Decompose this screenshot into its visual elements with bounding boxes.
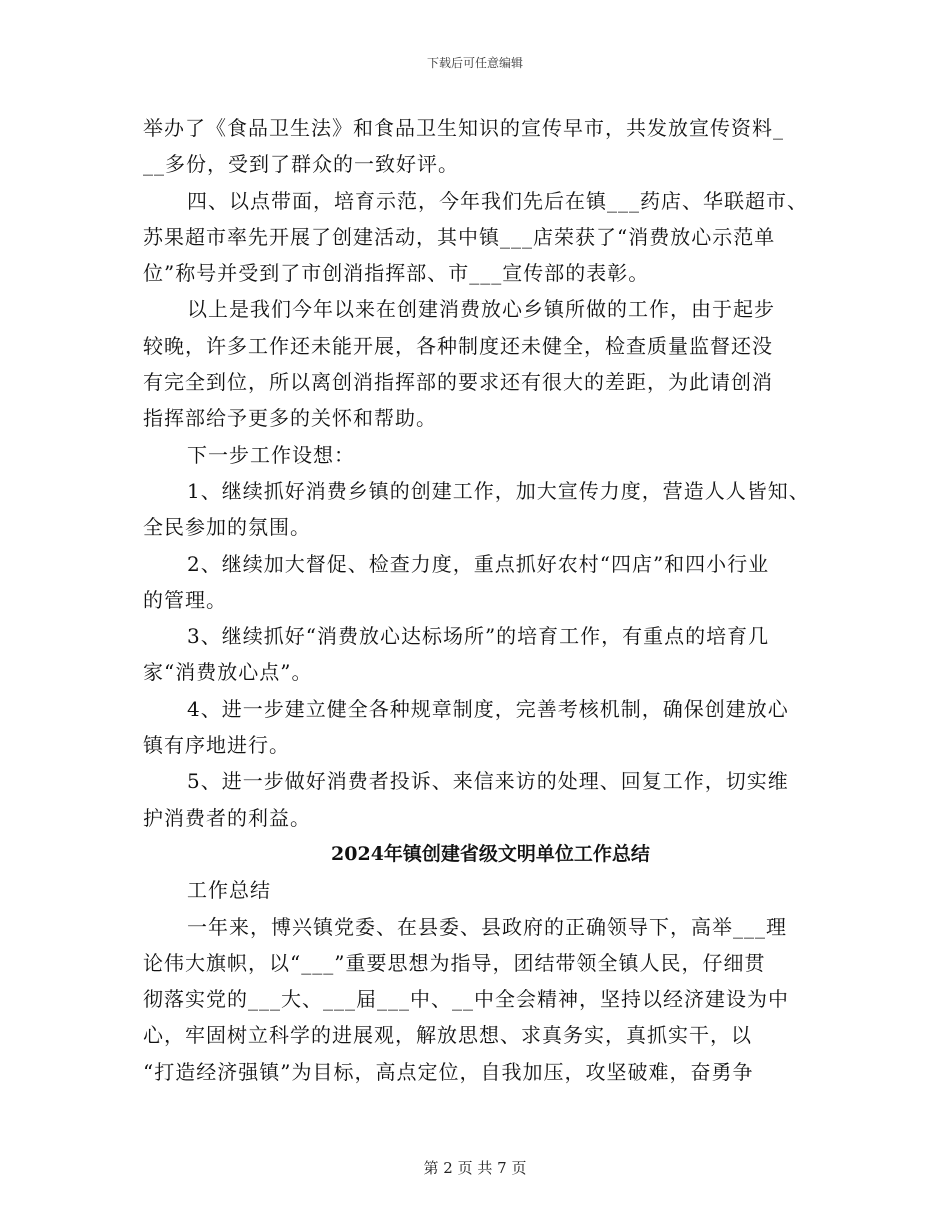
text-line: 的管理。 bbox=[143, 587, 227, 612]
text-line: 以上是我们今年以来在创建消费放心乡镇所做的工作，由于起步 bbox=[187, 297, 775, 322]
text-line: 指挥部给予更多的关怀和帮助。 bbox=[143, 406, 437, 431]
document-body bbox=[143, 110, 818, 1090]
text-line: 彻落实党的___大、___届___中、__中全会精神，坚持以经济建设为中 bbox=[143, 987, 789, 1012]
text-line: 工作总结 bbox=[187, 878, 271, 903]
text-line: 家“消费放心点”。 bbox=[143, 660, 313, 685]
text-line: 较晚，许多工作还未能开展，各种制度还未健全，检查质量监督还没 bbox=[143, 333, 773, 358]
text-line: 2、继续加大督促、检查力度，重点抓好农村“四店”和四小行业 bbox=[187, 551, 770, 576]
text-line: 一年来，博兴镇党委、在县委、县政府的正确领导下，高举___理 bbox=[187, 914, 787, 939]
text-line: 苏果超市率先开展了创建活动，其中镇___店荣获了“消费放心示范单 bbox=[143, 224, 776, 249]
text-line: 镇有序地进行。 bbox=[143, 733, 290, 758]
page-number-footer: 第 2 页 共 7 页 bbox=[423, 1159, 527, 1177]
text-line: 举办了《食品卫生法》和食品卫生知识的宣传早市，共发放宣传资料_ bbox=[143, 116, 784, 140]
text-line: 护消费者的利益。 bbox=[143, 805, 311, 830]
text-line: 1、继续抓好消费乡镇的创建工作，加大宣传力度，营造人人皆知、 bbox=[187, 478, 810, 503]
page-header: 下载后可任意编辑 bbox=[426, 56, 523, 70]
text-line: 3、继续抓好“消费放心达标场所”的培育工作，有重点的培育几 bbox=[187, 624, 770, 649]
text-line: 全民参加的氛围。 bbox=[143, 515, 311, 540]
text-line: 4、进一步建立健全各种规章制度，完善考核机制，确保创建放心 bbox=[187, 696, 789, 721]
text-line: 有完全到位，所以离创消指挥部的要求还有很大的差距，为此请创消 bbox=[143, 370, 773, 395]
section-heading: 2024年镇创建省级文明单位工作总结 bbox=[331, 842, 650, 865]
text-line: 位”称号并受到了市创消指挥部、市___宣传部的表彰。 bbox=[143, 261, 650, 286]
text-line: “打造经济强镇”为目标，高点定位，自我加压，攻坚破难，奋勇争 bbox=[143, 1059, 754, 1084]
text-line: 心，牢固树立科学的进展观，解放思想、求真务实，真抓实干，以 bbox=[143, 1023, 752, 1048]
text-line: 5、进一步做好消费者投诉、来信来访的处理、回复工作，切实维 bbox=[187, 769, 789, 794]
text-line: 四、以点带面，培育示范，今年我们先后在镇___药店、华联超市、 bbox=[187, 188, 808, 213]
text-line: 下一步工作设想： bbox=[187, 442, 355, 467]
text-line: __多份，受到了群众的一致好评。 bbox=[143, 152, 459, 177]
text-line: 论伟大旗帜，以“___”重要思想为指导，团结带领全镇人民，仔细贯 bbox=[143, 950, 766, 975]
